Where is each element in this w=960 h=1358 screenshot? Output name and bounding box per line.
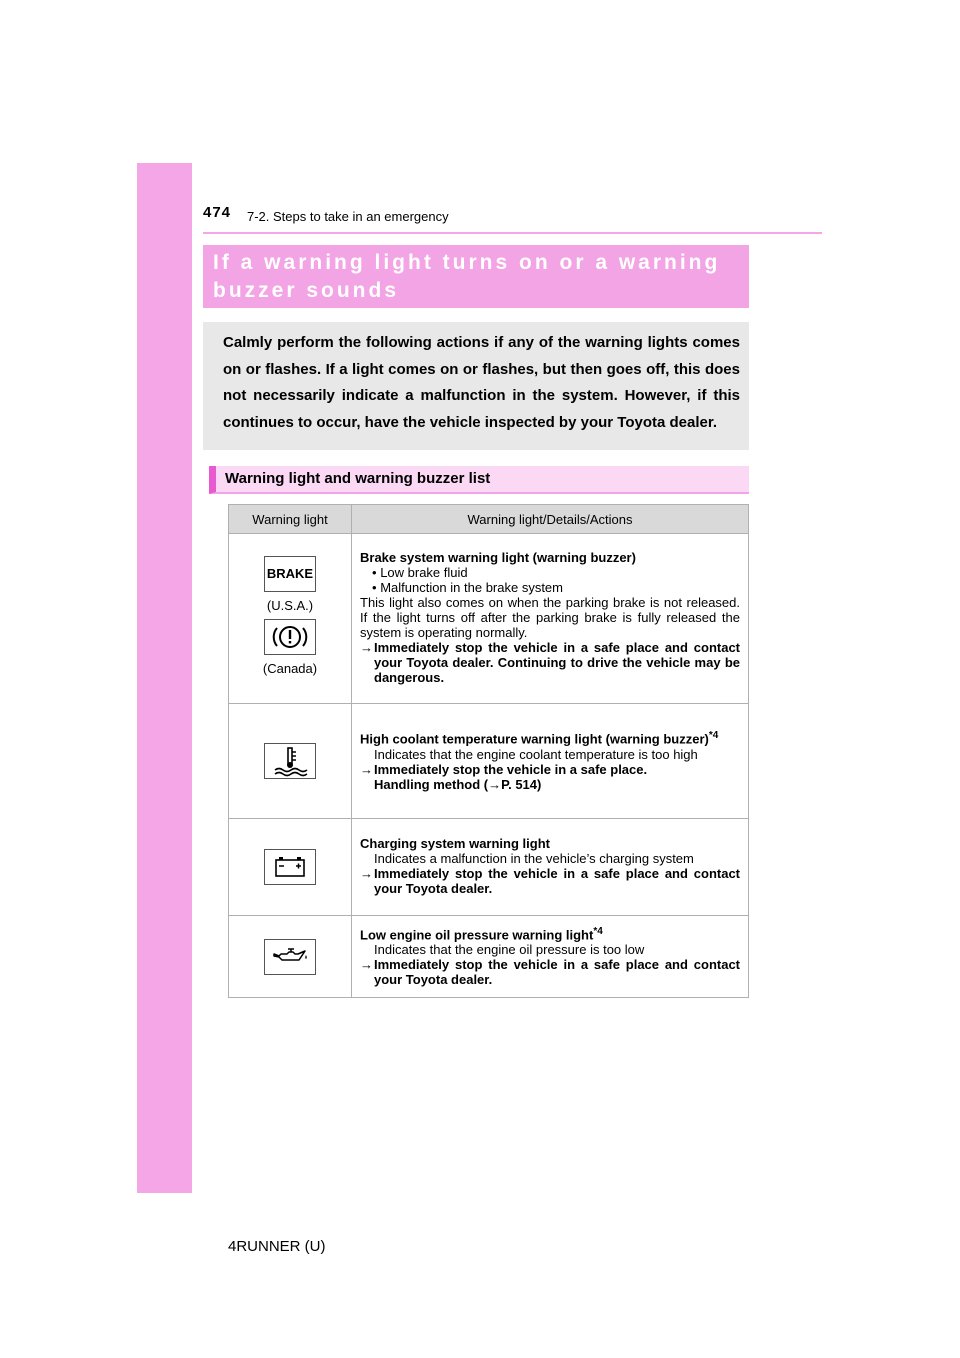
page-title: If a warning light turns on or a warning buzzer sounds (213, 251, 721, 302)
page-number: 474 (203, 204, 232, 221)
warning-body: This light also comes on when the parking brake is not released. If the light turns off after the parking brake is fully released the system is operating normally. (360, 595, 740, 640)
table-header-row (229, 505, 749, 534)
details-cell (352, 916, 749, 998)
page-title-block (203, 245, 749, 308)
column-header-details: Warning light/Details/Actions (352, 505, 749, 534)
warning-detail: Indicates that the engine coolant temperature is too high (374, 746, 698, 762)
icon-cell (229, 819, 352, 916)
icon-cell (229, 534, 352, 704)
warning-title: Charging system warning light (360, 836, 550, 851)
list-item: • Low brake fluid (372, 565, 468, 580)
warning-detail: Indicates that the engine oil pressure is too low (374, 942, 645, 958)
battery-icon (264, 849, 316, 885)
details-cell (352, 819, 749, 916)
action-line (360, 957, 740, 987)
icon-cell (229, 916, 352, 998)
header-divider (203, 232, 822, 234)
icon-cell (229, 704, 352, 819)
warning-light-table (228, 504, 749, 998)
action-text: Immediately stop the vehicle in a safe place. (374, 761, 648, 777)
icon-region-label: (Canada) (262, 660, 318, 676)
details-cell (352, 534, 749, 704)
footer-model: 4RUNNER (U) (228, 1238, 326, 1255)
action-line (360, 762, 740, 777)
intro-text: Calmly perform the following actions if any of the warning lights comes on or flashes. If a light comes on or flashes, but then goes off, this does not necessarily indicate a malfunction in the system. However, if this continues to occur, have the vehicle inspected by your Toyota dealer. (223, 334, 740, 431)
side-tab-bar (137, 163, 192, 1193)
action-line (360, 866, 740, 896)
arrow-icon: → (360, 761, 373, 777)
action-text: Immediately stop the vehicle in a safe place and contact your Toyota dealer. (374, 957, 740, 988)
intro-box (203, 322, 749, 450)
brake-text-icon (264, 556, 316, 592)
warning-title: Brake system warning light (warning buzzer) (360, 550, 636, 565)
action-text: Immediately stop the vehicle in a safe place and contact your Toyota dealer. Continuing to drive the vehicle may be dangerous. (374, 640, 740, 685)
warning-detail: Indicates a malfunction in the vehicle’s charging system (374, 851, 694, 866)
warning-title: High coolant temperature warning light (warning buzzer)$^{*4}$ (360, 730, 719, 747)
arrow-icon: → (360, 957, 373, 973)
handling-method-link[interactable]: Handling method (→P. 514) (374, 776, 542, 792)
list-item: • Malfunction in the brake system (372, 580, 563, 595)
footnote-marker: *4 (593, 925, 603, 937)
arrow-icon: → (360, 640, 373, 655)
brake-exclamation-icon (264, 619, 316, 655)
icon-region-label: (U.S.A.) (266, 597, 314, 613)
breadcrumb: 7-2. Steps to take in an emergency (247, 209, 449, 224)
table-row (229, 819, 749, 916)
footnote-marker: *4 (708, 730, 719, 742)
action-line (360, 640, 740, 685)
section-title: Warning light and warning buzzer list (209, 466, 749, 494)
table-row (229, 704, 749, 819)
warning-title: Low engine oil pressure warning light$^{*4}$ (360, 925, 603, 943)
column-header-warning-light: Warning light (229, 505, 352, 534)
table-row (229, 916, 749, 998)
arrow-icon: → (360, 866, 373, 881)
oil-can-icon (264, 939, 316, 975)
details-cell (352, 704, 749, 819)
coolant-temperature-icon (264, 743, 316, 779)
table-row (229, 534, 749, 704)
brake-icon-text: BRAKE (266, 565, 314, 581)
action-text: Immediately stop the vehicle in a safe place and contact your Toyota dealer. (374, 866, 740, 896)
